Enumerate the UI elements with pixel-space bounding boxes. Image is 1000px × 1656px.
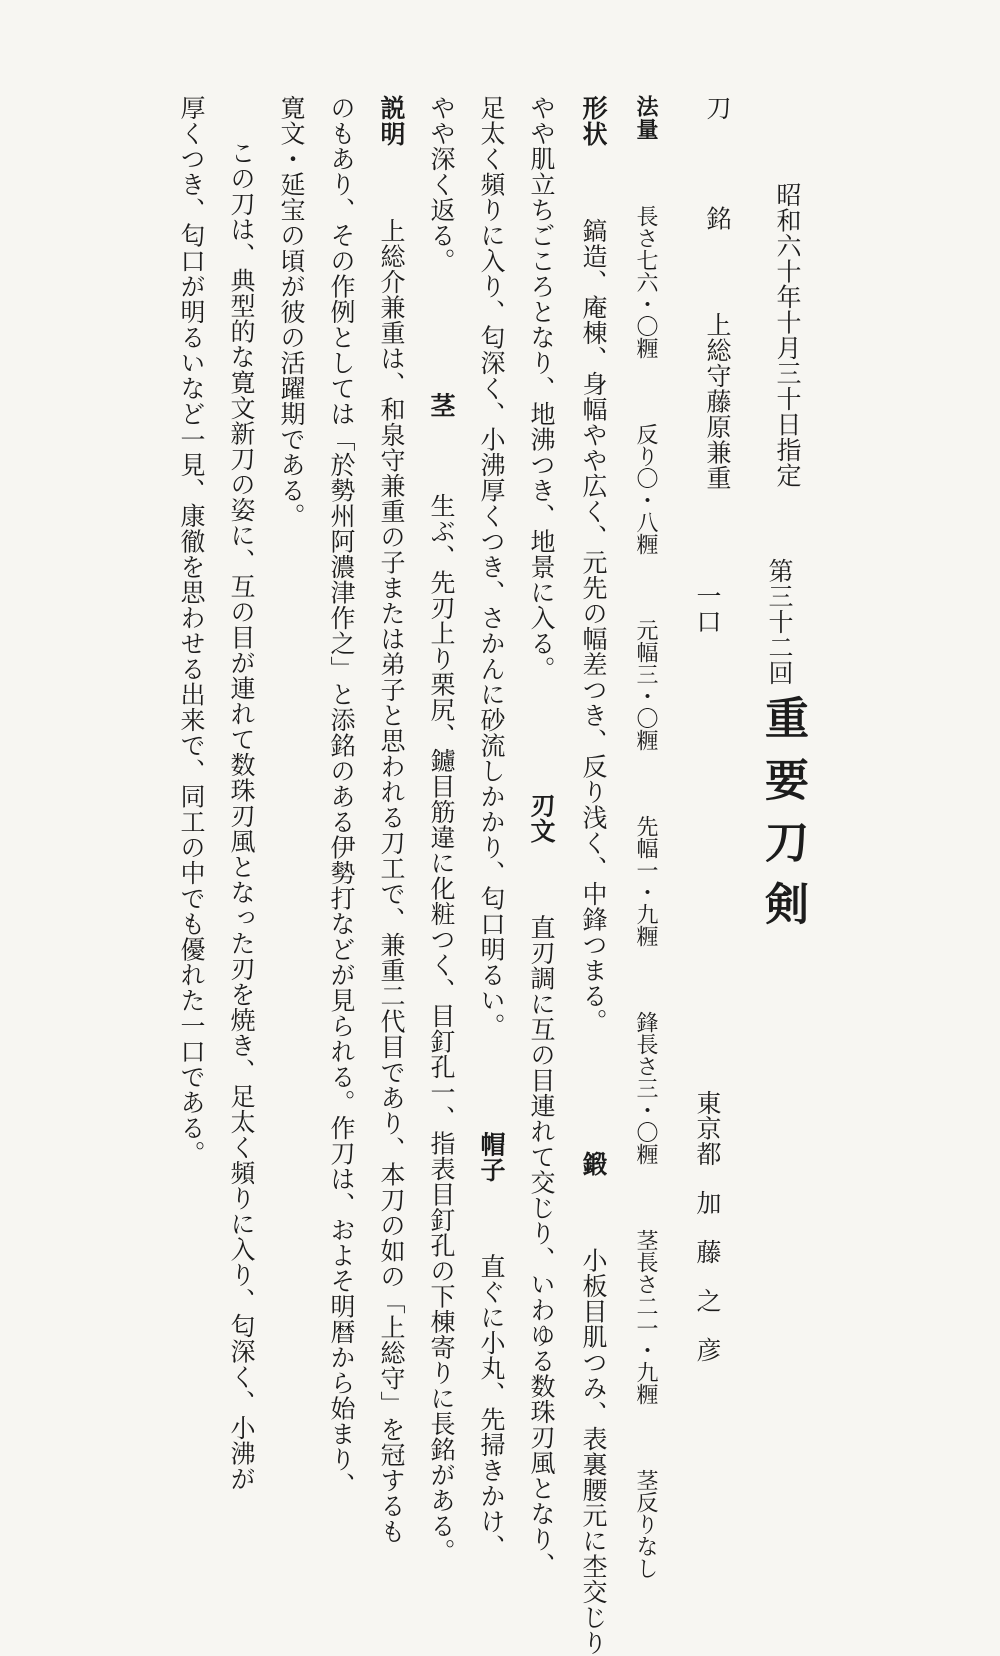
owner-prefecture: 東京都	[693, 1090, 722, 1167]
kissaki-value: 鋒長さ三・〇糎	[633, 1011, 658, 1165]
kitae-label: 鍛	[579, 1151, 608, 1177]
kitae-text-1: 小板目肌つみ、表裏腰元に杢交じり	[579, 1247, 608, 1656]
boshi-label: 帽子	[477, 1131, 506, 1183]
sori-value: 反り〇・八糎	[633, 423, 658, 555]
sakihaba-value: 先幅一・九糎	[633, 815, 658, 947]
houryou-line	[634, 95, 656, 1579]
sword-type: 刀	[703, 95, 732, 121]
designation-date: 昭和六十年十月三十日指定	[773, 182, 802, 488]
hamon-boshi-line	[479, 95, 504, 1560]
sword-type-signature	[705, 95, 730, 491]
boshi-nakago-line	[429, 95, 454, 1564]
setsumei-line-3: 寛文・延宝の頃が彼の活躍期である。	[277, 95, 306, 529]
keijou-text: 鎬造、庵棟、身幅やや広く、元先の幅差つき、反り浅く、中鋒つまる。	[579, 218, 608, 1034]
length-value: 長さ七六・〇糎	[633, 205, 658, 359]
setsumei-text-1: 上総介兼重は、和泉守兼重の子または弟子と思われる刀工で、兼重二代目であり、本刀の如の「上総守」を冠するも	[377, 218, 406, 1544]
nakago-label: 茎	[427, 392, 456, 418]
houryou-label: 法量	[633, 95, 658, 141]
nakago-sori-value: 茎反りなし	[633, 1469, 658, 1579]
owner-name: 加藤之彦	[693, 1190, 722, 1386]
signature-label: 銘	[703, 205, 732, 231]
signature: 上総守藤原兼重	[703, 312, 732, 491]
motohaba-value: 元幅三・〇糎	[633, 619, 658, 751]
page-title: 重要刀剣	[757, 695, 808, 943]
kitae-text-2: やや肌立ちごころとなり、地沸つき、地景に入る。	[527, 95, 556, 682]
sword-count: 一口	[693, 583, 722, 634]
hamon-label: 刃文	[527, 792, 556, 844]
boshi-text-2: やや深く返る。	[427, 95, 456, 274]
boshi-text-1: 直ぐに小丸、先掃きかけ、	[477, 1253, 506, 1560]
keijou-line	[581, 95, 606, 1656]
nakago-text: 生ぶ、先刃上り栗尻、鑢目筋違に化粧つく、目釘孔一、指表目釘孔の下棟寄りに長銘がある。	[427, 493, 456, 1564]
nakago-length-value: 茎長さ二一・九糎	[633, 1229, 658, 1405]
setsumei-line-5: 厚くつき、匂口が明るいなど一見、康徹を思わせる出来で、同工の中でも優れた一口である。	[177, 95, 206, 1166]
setsumei-label: 説明	[377, 95, 406, 147]
keijou-label: 形状	[579, 95, 608, 147]
setsumei-line-2: のもあり、その作例としては「於勢州阿濃津作之」と添銘のある伊勢打などが見られる。作刀は、およそ明暦から始まり、	[327, 95, 356, 1498]
kitae-hamon-line	[529, 95, 554, 1578]
hamon-text-1: 直刃調に互の目連れて交じり、いわゆる数珠刃風となり、	[527, 914, 556, 1578]
setsumei-line-4: この刀は、典型的な寛文新刀の姿に、互の目が連れて数珠刃風となった刃を焼き、足太く頻りに入り、匂深く、小沸が	[227, 140, 256, 1492]
setsumei-line-1	[379, 95, 404, 1544]
session-number: 第三十二回	[765, 558, 794, 686]
hamon-text-2: 足太く頻りに入り、匂深く、小沸厚くつき、さかんに砂流しかかり、匂口明るい。	[477, 95, 506, 1039]
